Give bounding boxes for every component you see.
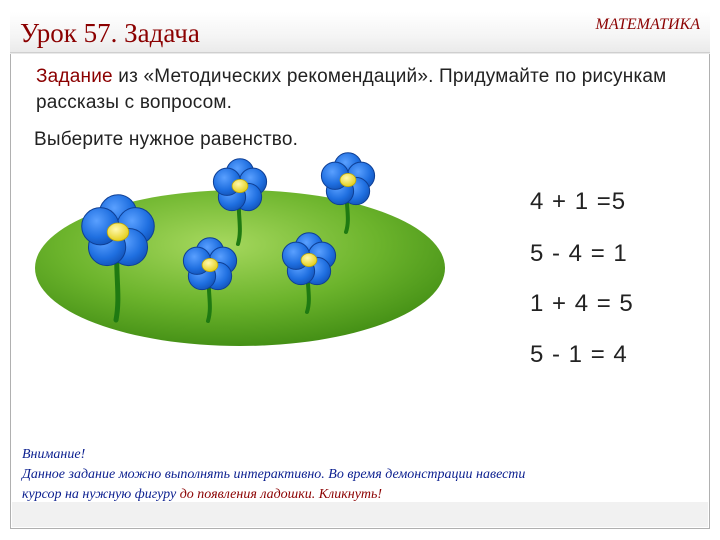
slide-title: Урок 57. Задача bbox=[20, 18, 200, 48]
subject-label: МАТЕМАТИКА bbox=[595, 16, 700, 33]
note-line-1: Данное задание можно выполнять интерактивно. Во время демонстрации навести bbox=[22, 467, 526, 482]
equation-option-1[interactable]: 4 + 1 =5 bbox=[530, 188, 627, 215]
equation-option-3[interactable]: 1 + 4 = 5 bbox=[530, 290, 634, 317]
footer-bar bbox=[12, 502, 708, 527]
note-heading: Внимание! bbox=[22, 447, 86, 462]
equation-option-4[interactable]: 5 - 1 = 4 bbox=[530, 341, 628, 368]
flowers-illustration bbox=[30, 150, 460, 350]
task-rest: из «Методических рекомендаций». Придумайте по рисункам рассказы с вопросом. bbox=[36, 66, 667, 113]
note-line-2b: до появления ладошки. Кликнуть! bbox=[179, 487, 383, 502]
equation-option-2[interactable]: 5 - 4 = 1 bbox=[530, 240, 628, 267]
choose-prompt: Выберите нужное равенство. bbox=[34, 129, 299, 150]
task-text bbox=[36, 64, 696, 116]
note-line-2a: курсор на нужную фигуру bbox=[22, 487, 180, 502]
header-divider bbox=[10, 52, 710, 53]
instruction-note bbox=[22, 445, 702, 505]
task-lead: Задание bbox=[36, 66, 113, 87]
